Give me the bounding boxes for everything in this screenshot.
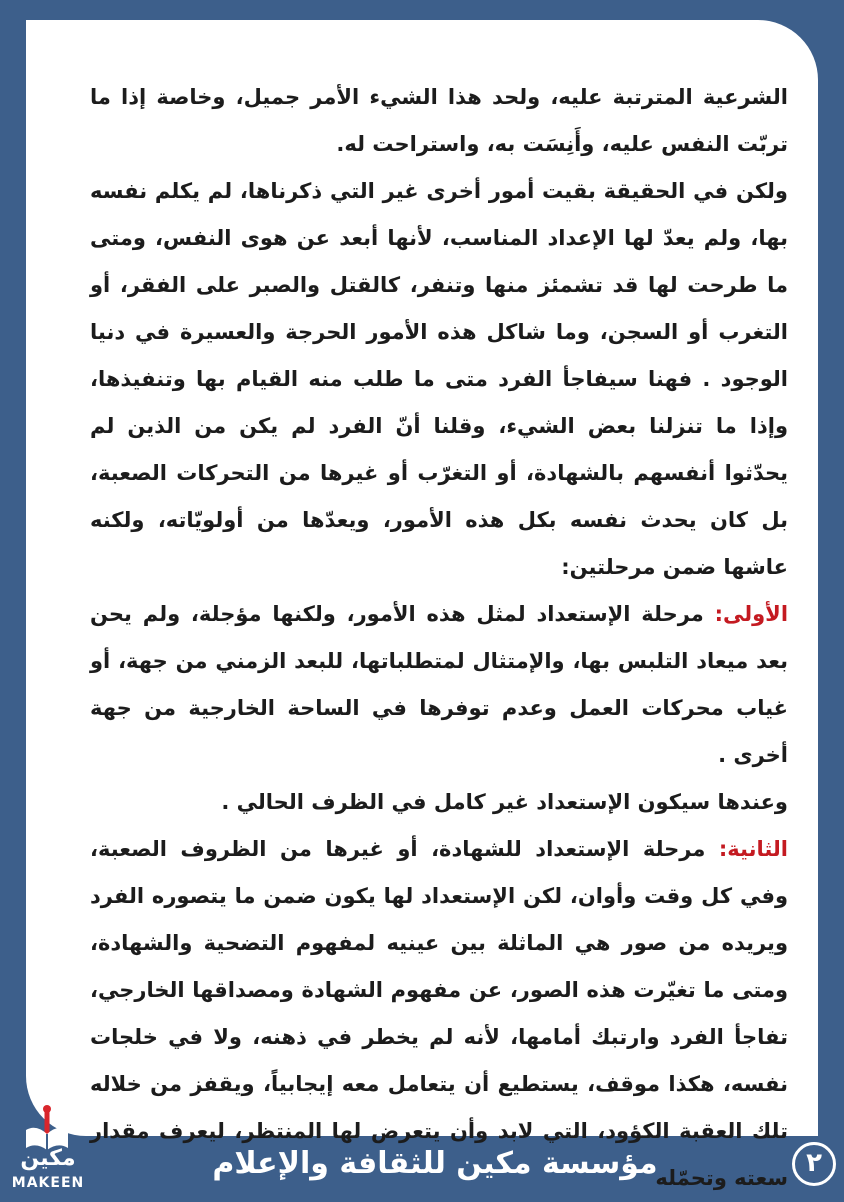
stage-1-text: مرحلة الإستعداد لمثل هذه الأمور، ولكنها مؤجلة، ولم يحن بعد ميعاد التلبس بها، والإمتثال لمتطلباتها، للبعد الزمني من جهة، أو غياب محركات العمل وعدم توفرها في الساحة الخارجية من جهة أخرى . bbox=[90, 602, 788, 767]
stage-2-label: الثانية: bbox=[718, 837, 788, 861]
stage-2-text: مرحلة الإستعداد للشهادة، أو غيرها من الظروف الصعبة، وفي كل وقت وأوان، لكن الإستعداد لها يكون ضمن ما يتصوره الفرد ويريده من صور هي الماثلة بين عينيه لمفهوم التضحية والشهادة، ومتى ما تغيّرت هذه الصور، عن مفهوم الشهادة ومصداقها الخارجي، تفاجأ الفرد وارتبك أمامها، لأنه لم يخطر في ذهنه، ولا في خلجات نفسه، هكذا موقف، يستطيع أن يتعامل معه إيجابياً، ويقفز من خلاله تلك العقبة الكؤود، التي لابد وأن يتعرض لها المنتظر، ليعرف مقدار سعته وتحمّله bbox=[90, 837, 788, 1190]
paragraph-2: ولكن في الحقيقة بقيت أمور أخرى غير التي ذكرناها، لم يكلم نفسه بها، ولم يعدّ لها الإعداد المناسب، لأنها أبعد عن هوى النفس، ومتى ما طرحت لها قد تشمئز منها وتنفر، كالقتل والصبر على الفقر، أو التغرب أو السجن، وما شاكل هذه الأمور الحرجة والعسيرة في دنيا الوجود . فهنا سيفاجأ الفرد متى ما طلب منه القيام بها وتنفيذها، وإذا ما تنزلنا بعض الشيء، وقلنا أنّ الفرد لم يكن من الذين لم يحدّثوا أنفسهم بالشهادة، أو التغرّب أو غيرها من التحركات الصعبة، بل كان يحدث نفسه بكل هذه الأمور، ويعدّها من أولويّاته، ولكنه عاشها ضمن مرحلتين: bbox=[90, 179, 788, 579]
article-body bbox=[90, 74, 788, 1202]
paragraph-1: الشرعية المترتبة عليه، ولحد هذا الشيء الأمر جميل، وخاصة إذا ما تربّت النفس عليه، وأَنِسَت به، واستراحت له. bbox=[90, 85, 788, 156]
stage-1-label: الأولى: bbox=[714, 602, 789, 626]
footer-title: مؤسسة مكين للثقافة والإعلام bbox=[212, 1146, 658, 1181]
page-number: ٢ bbox=[792, 1142, 836, 1186]
stage-1-conclusion: وعندها سيكون الإستعداد غير كامل في الظرف الحالي . bbox=[221, 790, 788, 814]
footer bbox=[0, 1140, 844, 1200]
logo-arabic-name: مكين bbox=[20, 1146, 76, 1171]
makeen-logo bbox=[8, 1104, 88, 1196]
stage-1-paragraph bbox=[90, 591, 788, 779]
book-pen-icon bbox=[22, 1104, 72, 1152]
logo-english-name: MAKEEN bbox=[11, 1175, 85, 1191]
